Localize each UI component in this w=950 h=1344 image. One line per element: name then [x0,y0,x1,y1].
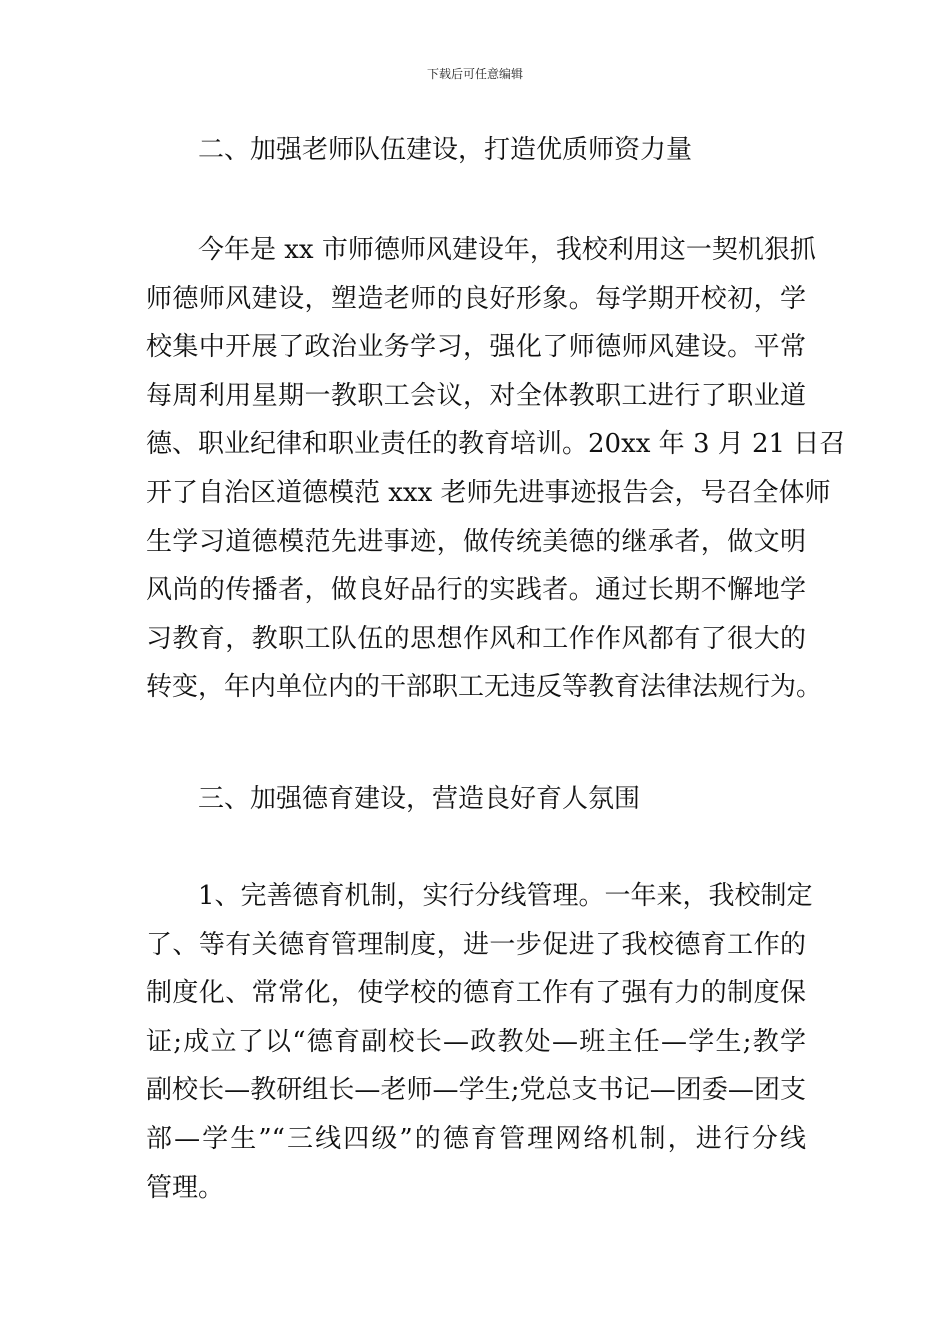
section-3-paragraph [146,872,813,1212]
section-heading-3: 三、加强德育建设，营造良好育人氛围 [198,784,641,814]
paragraph-line: 今年是 xx 市师德师风建设年，我校利用这一契机狠抓 [198,235,816,265]
paragraph-line: 管理。 [146,1172,225,1203]
paragraph-line: 部—学生”“三线四级”的德育管理网络机制，进行分线 [146,1123,806,1154]
paragraph-line: 习教育，教职工队伍的思想作风和工作作风都有了很大的 [146,623,806,654]
section-heading-2: 二、加强老师队伍建设，打造优质师资力量 [198,135,693,165]
paragraph-line: 校集中开展了政治业务学习，强化了师德师风建设。平常 [146,332,806,363]
paragraph-line: 转变，年内单位内的干部职工无违反等教育法律法规行为。 [146,672,823,703]
section-2-paragraph [146,226,846,712]
page-header-note: 下载后可任意编辑 [426,67,523,81]
paragraph-line: 开了自治区道德模范 xxx 老师先进事迹报告会，号召全体师 [146,477,831,508]
paragraph-line: 德、职业纪律和职业责任的教育培训。20xx 年 3 月 21 日召 [146,429,846,460]
paragraph-line: 生学习道德模范先进事迹，做传统美德的继承者，做文明 [146,526,806,557]
paragraph-line: 1、完善德育机制，实行分线管理。一年来，我校制定 [198,881,813,911]
paragraph-line: 风尚的传播者，做良好品行的实践者。通过长期不懈地学 [146,575,806,606]
paragraph-line: 证;成立了以“德育副校长—政教处—班主任—学生;教学 [146,1026,806,1057]
paragraph-line: 师德师风建设，塑造老师的良好形象。每学期开校初，学 [146,283,806,314]
paragraph-line: 副校长—教研组长—老师—学生;党总支书记—团委—团支 [146,1075,806,1106]
paragraph-line: 了、等有关德育管理制度，进一步促进了我校德育工作的 [146,929,806,960]
paragraph-line: 每周利用星期一教职工会议，对全体教职工进行了职业道 [146,380,806,411]
paragraph-line: 制度化、常常化，使学校的德育工作有了强有力的制度保 [146,978,806,1009]
